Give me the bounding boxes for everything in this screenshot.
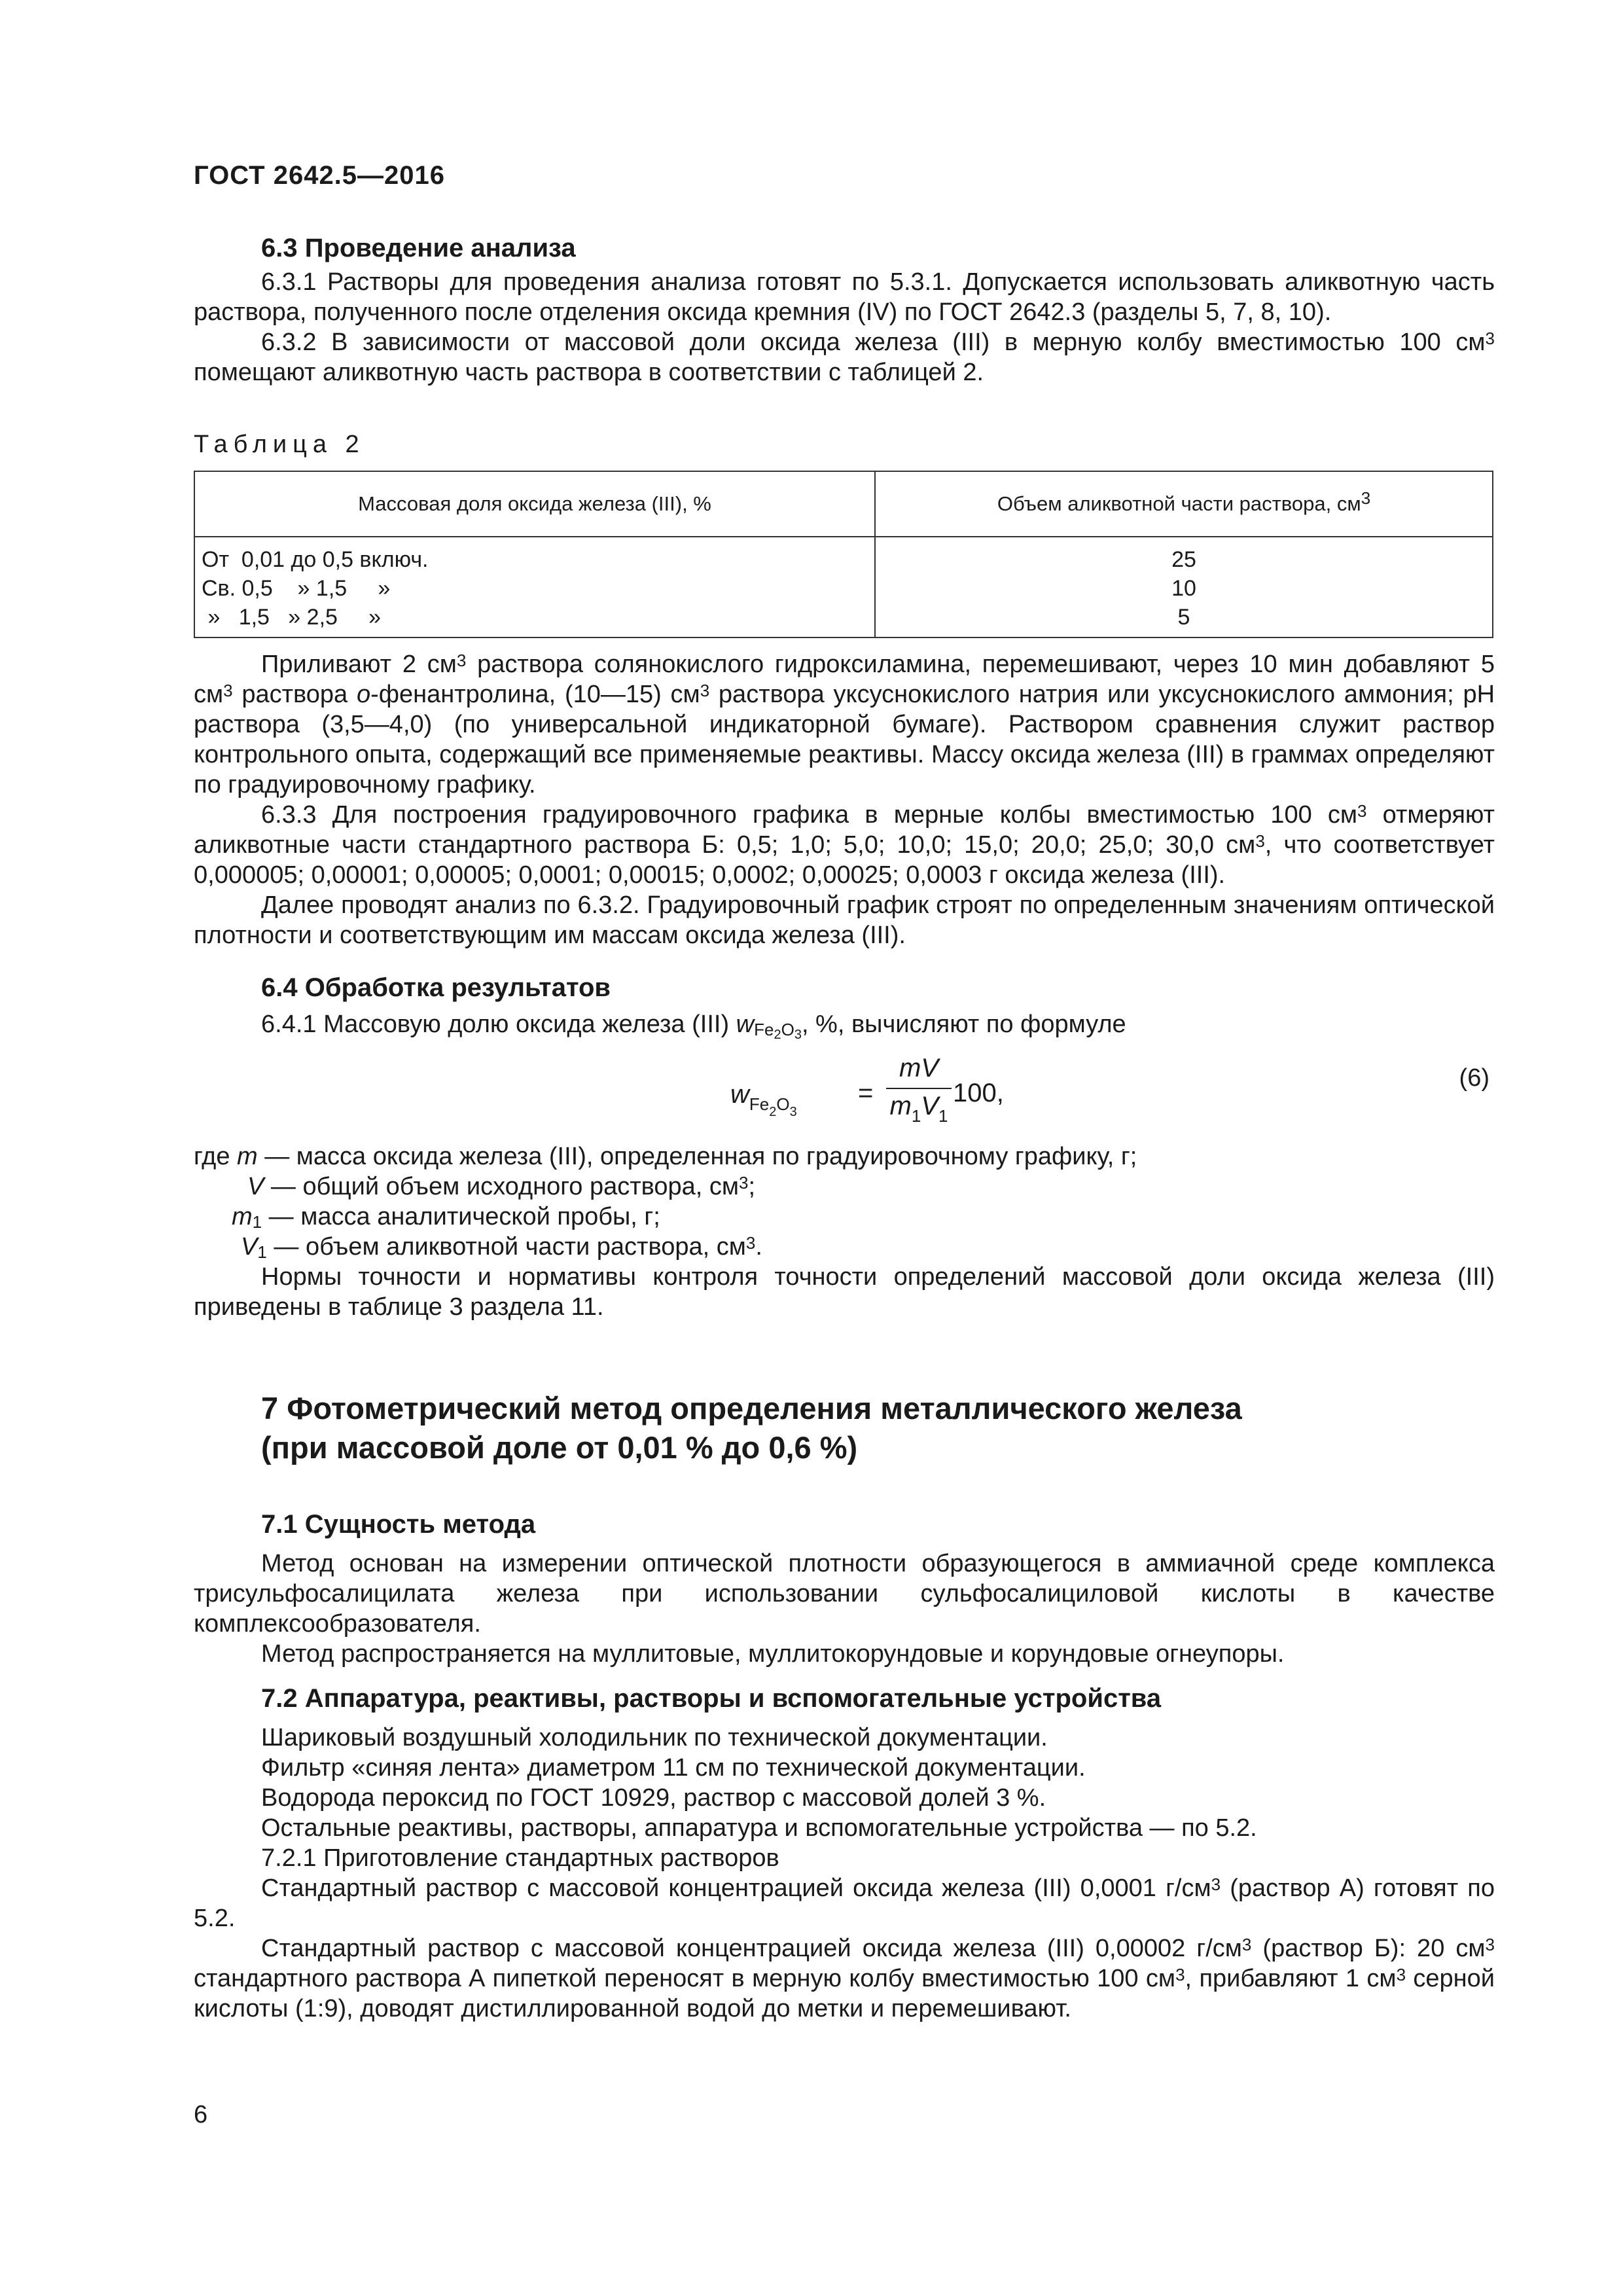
table-caption: Таблица 2 [194,431,365,458]
legend-m: где m — масса оксида железа (III), определенная по градуировочному графику, г; [194,1143,1137,1170]
paragraph-6-3-2: 6.3.2 В зависимости от массовой доли оксида железа (III) в мерную колбу вместимостью 100 $см^3$ помещают аликвотную часть раствора в соответствии с таблицей 2. [194,329,1495,386]
section-7-title-line-1: 7 Фотометрический метод определения металлического железа [261,1391,1242,1426]
table-row [194,537,1493,637]
table-header-row [194,471,1493,537]
section-7-2 [194,1683,1495,2024]
table-cell-ranges: От 0,01 до 0,5 включ. Св. 0,5 » 1,5 » » 1,5 » 2,5 » [194,537,875,637]
table-2 [194,471,1493,638]
list-item: Шариковый воздушный холодильник по технической документации. [261,1724,1048,1751]
table-cell-volumes: 25 10 5 [875,537,1493,637]
list-item: Водорода пероксид по ГОСТ 10929, раствор с массовой долей 3 %. [261,1784,1046,1812]
list-item: 7.2.1 Приготовление стандартных растворов [261,1844,779,1872]
procedure-text [194,649,1495,950]
formula-number: (6) [1459,1064,1489,1092]
section-6-4-title: 6.4 Обработка результатов [261,973,611,1002]
table-header-volume: Объем аликвотной части раствора, $см^3$ [875,471,1493,537]
paragraph-standard-solution-b: Стандартный раствор с массовой концентрацией оксида железа (III) 0,00002 $г/см^3$ (раствор Б): 20 $см^3$ стандартного раствора А пипеткой переносят в мерную колбу вместимостью 100 $см^3$, прибавляют 1 $см^3$ серной кислоты (1:9), доводят дистиллированной водой до метки и перемешивают. [194,1935,1495,2022]
formula-rhs: 100, [953,1079,1004,1107]
legend-V: V — общий объем исходного раствора, $см^3$; [247,1173,756,1200]
formula-lhs: $w_{Fe_2O_3}$ [730,1080,797,1119]
section-7 [194,1389,1495,1467]
fraction-bar [886,1088,952,1089]
paragraph-method-scope: Метод распространяется на муллитовые, муллитокорундовые и корундовые огнеупоры. [261,1640,1285,1668]
legend-m1: $m_1$ — масса аналитической пробы, г; [232,1203,660,1232]
formula-legend [194,1141,1495,1322]
formula-denominator: $m_1V_1$ [889,1092,948,1126]
table-2-block [194,431,1495,638]
section-7-title-line-2: (при массовой доле от 0,01 % до 0,6 %) [261,1430,858,1465]
section-7-1-title: 7.1 Сущность метода [261,1510,536,1539]
paragraph-6-4-1: 6.4.1 Массовую долю оксида железа (III) $w_{Fe_2O_3}$, %, вычисляют по формуле [261,1011,1126,1042]
paragraph-method-essence: Метод основан на измерении оптической плотности образующегося в аммиачной среде комплекса трисульфосалицилата железа при использовании сульфосалициловой кислоты в качестве комплексообразователя. [194,1550,1495,1638]
section-6-3 [194,233,1495,387]
formula-equals: = [858,1079,874,1107]
paragraph-calibration: Далее проводят анализ по 6.3.2. Градуировочный график строят по определенным значениям оптической плотности и соответствующим им массам оксида железа (III). [194,891,1495,949]
formula-numerator: mV [899,1054,938,1083]
section-7-1 [194,1509,1495,1669]
paragraph-6-3-1: 6.3.1 Растворы для проведения анализа готовят по 5.3.1. Допускается использовать аликвотную часть раствора, полученного после отделения оксида кремния (IV) по ГОСТ 2642.3 (разделы 5, 7, 8, 10). [194,268,1495,326]
paragraph-reagents: Приливают 2 $см^3$ раствора солянокислого гидроксиламина, перемешивают, через 10 мин добавляют 5 $см^3$ раствора о-фенантролина, (10—15) $см^3$ раствора уксуснокислого натрия или уксуснокислого аммония; pH раствора (3,5—4,0) (по универсальной индикаторной бумаге). Раствором сравнения служит раствор контрольного опыта, содержащий все применяемые реактивы. Массу оксида железа (III) в граммах определяют по градуировочному графику. [194,651,1495,798]
page-number: 6 [194,2101,208,2128]
section-7-2-title: 7.2 Аппаратура, реактивы, растворы и вспомогательные устройства [261,1684,1162,1713]
document-code: ГОСТ 2642.5—2016 [194,161,446,190]
paragraph-norms: Нормы точности и нормативы контроля точности определений массовой доли оксида железа (III) приведены в таблице 3 раздела 11. [194,1263,1495,1321]
legend-V1: $V_1$ — объем аликвотной части раствора, $см^3$. [241,1233,762,1262]
paragraph-standard-solution-a: Стандартный раствор с массовой концентрацией оксида железа (III) 0,0001 $г/см^3$ (раствор А) готовят по 5.2. [194,1874,1495,1932]
list-item: Остальные реактивы, растворы, аппаратура и вспомогательные устройства — по 5.2. [261,1814,1257,1842]
section-6-4 [194,973,1495,1042]
table-header-mass-fraction: Массовая доля оксида железа (III), % [194,471,875,537]
paragraph-6-3-3: 6.3.3 Для построения градуировочного графика в мерные колбы вместимостью 100 $см^3$ отмеряют аликвотные части стандартного раствора Б: 0,5; 1,0; 5,0; 10,0; 15,0; 20,0; 25,0; 30,0 $см^3$, что соответствует 0,000005; 0,00001; 0,00005; 0,0001; 0,00015; 0,0002; 0,00025; 0,0003 г оксида железа (III). [194,801,1495,889]
list-item: Фильтр «синяя лента» диаметром 11 см по технической документации. [261,1754,1086,1782]
section-6-3-title: 6.3 Проведение анализа [261,234,576,262]
